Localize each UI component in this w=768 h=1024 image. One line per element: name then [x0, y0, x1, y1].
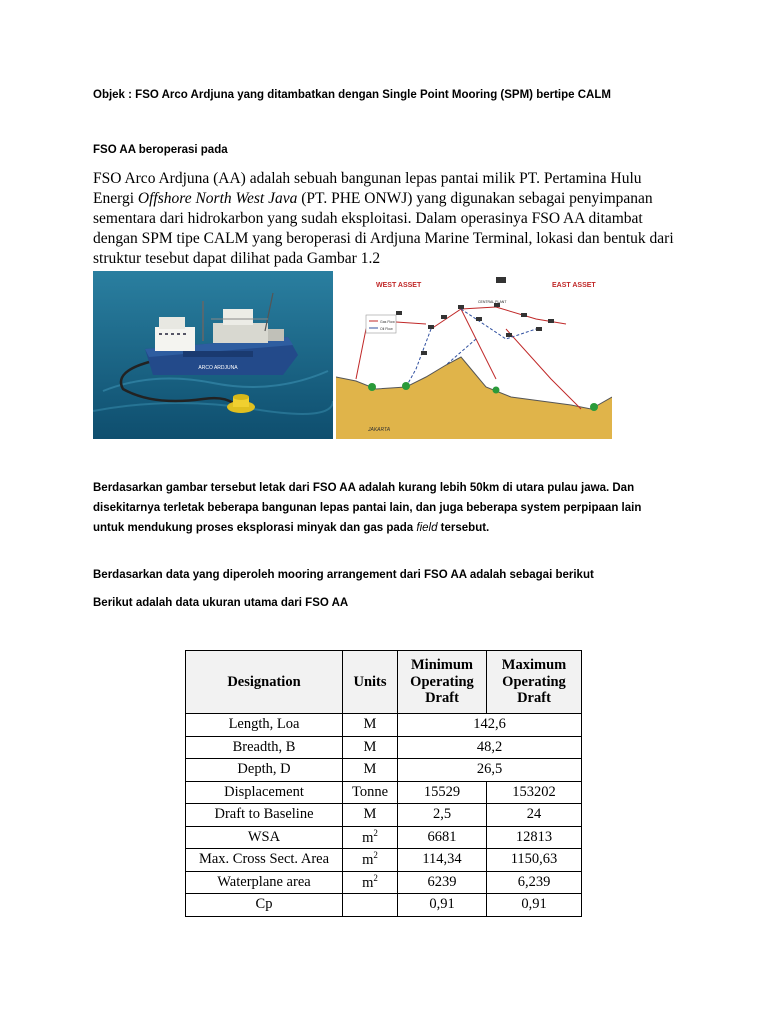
legend-gas: Gas Flow — [380, 320, 395, 324]
cell-units: M — [343, 759, 398, 782]
cell-min: 6239 — [398, 871, 487, 894]
cell-min: 2,5 — [398, 804, 487, 827]
cell-designation: Length, Loa — [186, 714, 343, 737]
letak-line-3-b: tersebut. — [437, 522, 490, 534]
table-row — [186, 804, 582, 827]
letak-line-3 — [93, 518, 693, 538]
cell-designation: Waterplane area — [186, 871, 343, 894]
field-map-image — [336, 269, 612, 439]
table-row — [186, 714, 582, 737]
objek-heading: Objek : FSO Arco Ardjuna yang ditambatkan dengan Single Point Mooring (SPM) bertipe CALM — [93, 89, 611, 101]
cell-min: 15529 — [398, 781, 487, 804]
cell-units — [343, 871, 398, 894]
table-row — [186, 871, 582, 894]
table-header-row — [186, 651, 582, 714]
table-body — [186, 714, 582, 917]
intro-line-3: sementara dari hidrokarbon yang sudah eksploitasi. Dalam operasinya FSO AA ditambat — [93, 210, 643, 227]
cell-max: 12813 — [487, 826, 582, 849]
cell-units: Tonne — [343, 781, 398, 804]
cell-max: 153202 — [487, 781, 582, 804]
table-row — [186, 781, 582, 804]
table-row — [186, 826, 582, 849]
fso-operasi-heading: FSO AA beroperasi pada — [93, 144, 228, 156]
cell-max: 6,239 — [487, 871, 582, 894]
legend-oil: Oil Flow — [380, 327, 393, 331]
header-designation: Designation — [186, 651, 343, 714]
field-map — [336, 269, 612, 439]
table-row — [186, 849, 582, 872]
intro-line-2-b: (PT. PHE ONWJ) yang digunakan sebagai penyimpanan — [297, 190, 653, 207]
intro-line-2-a: Energi — [93, 190, 138, 207]
table-row — [186, 894, 582, 917]
cell-designation: Depth, D — [186, 759, 343, 782]
cell-designation: Cp — [186, 894, 343, 917]
cell-units — [343, 826, 398, 849]
cell-value: 48,2 — [398, 736, 582, 759]
cell-units: M — [343, 804, 398, 827]
header-units: Units — [343, 651, 398, 714]
cell-max: 1150,63 — [487, 849, 582, 872]
letak-line-2: disekitarnya terletak beberapa bangunan lepas pantai lain, dan juga beberapa system perpipaan lain — [93, 502, 642, 514]
hull-label: ARCO ARDJUNA — [198, 365, 238, 371]
cell-value: 142,6 — [398, 714, 582, 737]
cell-units: M — [343, 736, 398, 759]
cell-min: 114,34 — [398, 849, 487, 872]
cell-designation: Max. Cross Sect. Area — [186, 849, 343, 872]
table-row — [186, 759, 582, 782]
fso-photo — [93, 271, 333, 439]
map-east-asset: EAST ASSET — [552, 282, 596, 289]
map-jakarta: JAKARTA — [368, 427, 391, 433]
cell-min: 0,91 — [398, 894, 487, 917]
cell-units — [343, 894, 398, 917]
cell-units-base: m — [362, 852, 374, 869]
intro-line-5: struktur tesebut dapat dilihat pada Gambar 1.2 — [93, 250, 381, 267]
intro-line-4: dengan SPM tipe CALM yang beroperasi di Ardjuna Marine Terminal, lokasi dan bentuk dari — [93, 230, 674, 247]
fso-photo-image — [93, 271, 333, 439]
letak-line-1: Berdasarkan gambar tersebut letak dari FSO AA adalah kurang lebih 50km di utara pulau jawa. Dan — [93, 482, 635, 494]
header-min: Minimum Operating Draft — [398, 651, 487, 714]
cell-units — [343, 849, 398, 872]
dimensions-table — [185, 650, 582, 917]
cell-units-sup: 2 — [373, 827, 378, 838]
cell-units-base: m — [362, 829, 374, 846]
cell-designation: Draft to Baseline — [186, 804, 343, 827]
cell-max: 24 — [487, 804, 582, 827]
letak-paragraph — [93, 478, 693, 538]
ukuran-sentence: Berikut adalah data ukuran utama dari FSO AA — [93, 597, 349, 609]
cell-units-base: m — [362, 874, 374, 891]
intro-line-1: FSO Arco Ardjuna (AA) adalah sebuah bangunan lepas pantai milik PT. Pertamina Hulu — [93, 170, 642, 187]
table-row — [186, 736, 582, 759]
map-west-asset: WEST ASSET — [376, 282, 422, 289]
header-max: Maximum Operating Draft — [487, 651, 582, 714]
letak-line-3-a: untuk mendukung proses eksplorasi minyak dan gas pada — [93, 522, 417, 534]
intro-line-2 — [93, 189, 693, 209]
cell-designation: WSA — [186, 826, 343, 849]
cell-units-sup: 2 — [373, 872, 378, 883]
letak-line-3-italic: field — [416, 522, 438, 534]
cell-designation: Displacement — [186, 781, 343, 804]
intro-paragraph — [93, 169, 693, 269]
map-central-plant: CENTRAL PLANT — [478, 300, 507, 304]
cell-units-sup: 2 — [373, 850, 378, 861]
cell-min: 6681 — [398, 826, 487, 849]
cell-designation: Breadth, B — [186, 736, 343, 759]
cell-units: M — [343, 714, 398, 737]
cell-value: 26,5 — [398, 759, 582, 782]
intro-line-2-italic: Offshore North West Java — [137, 190, 298, 207]
mooring-sentence: Berdasarkan data yang diperoleh mooring arrangement dari FSO AA adalah sebagai berikut — [93, 569, 594, 581]
cell-max: 0,91 — [487, 894, 582, 917]
